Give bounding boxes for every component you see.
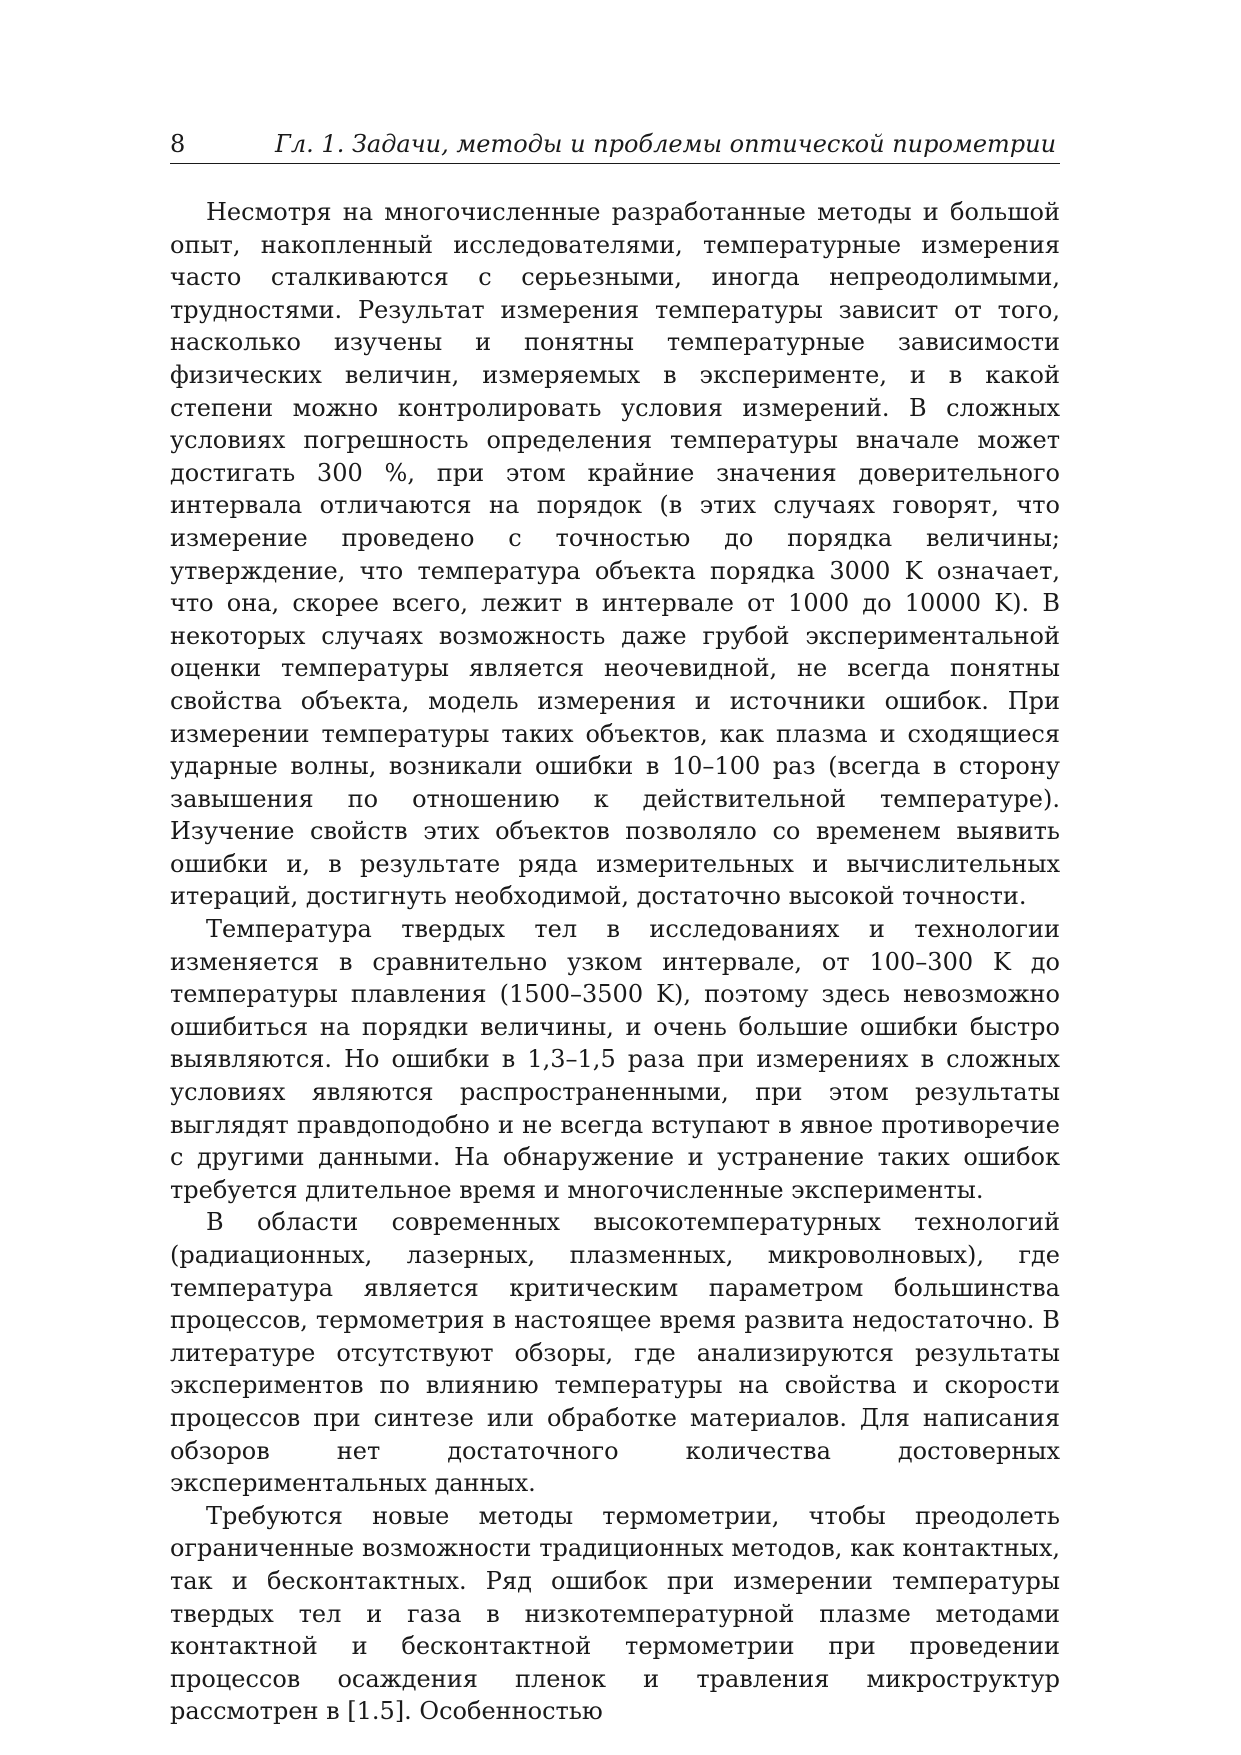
paragraph: В области современных высокотемпературных технологий (радиационных, лазерных, плазменных, микроволновых), где температура является критическим параметром большинства процессов, термометрия в настоящее время развита недостаточно. В литературе отсутствуют обзоры, где анализируются результаты экспериментов по влиянию температуры на свойства и скорости процессов при синтезе или обработке материалов. Для написания обзоров нет достаточного количества достоверных экспериментальных данных.: [170, 1208, 1060, 1498]
paragraph: Требуются новые методы термометрии, чтобы преодолеть ограниченные возможности традиционных методов, как контактных, так и бесконтактных. Ряд ошибок при измерении температуры твердых тел и газа в низкотемпературной плазме методами контактной и бесконтактной термометрии при проведении процессов осаждения пленок и травления микроструктур рассмотрен в [1.5]. Особенностью: [170, 1501, 1060, 1726]
paragraph: Температура твердых тел в исследованиях и технологии изменяется в сравнительно узком интервале, от 100–300 K до температуры плавления (1500–3500 K), поэтому здесь невозможно ошибиться на порядки величины, и очень большие ошибки быстро выявляются. Но ошибки в 1,3–1,5 раза при измерениях в сложных условиях являются распространенными, при этом результаты выглядят правдоподобно и не всегда вступают в явное противоречие с другими данными. На обнаружение и устранение таких ошибок требуется длительное время и многочисленные эксперименты.: [170, 915, 1060, 1204]
running-header: [170, 124, 1060, 164]
paragraph: Несмотря на многочисленные разработанные методы и большой опыт, накопленный исследователями, температурные измерения часто сталкиваются с серьезными, иногда непреодолимыми, трудностями. Результат измерения температуры зависит от того, насколько изучены и понятны температурные зависимости физических величин, измеряемых в эксперименте, и в какой степени можно контролировать условия измерений. В сложных условиях погрешность определения температуры вначале может достигать 300 %, при этом крайние значения доверительного интервала отличаются на порядок (в этих случаях говорят, что измерение проведено с точностью до порядка величины; утверждение, что температура объекта порядка 3000 K означает, что она, скорее всего, лежит в интервале от 1000 до 10000 K). В некоторых случаях возможность даже грубой экспериментальной оценки температуры является неочевидной, не всегда понятны свойства объекта, модель измерения и источники ошибок. При измерении температуры таких объектов, как плазма и сходящиеся ударные волны, возникали ошибки в 10–100 раз (всегда в сторону завышения по отношению к действительной температуре). Изучение свойств этих объектов позволяло со временем выявить ошибки и, в результате ряда измерительных и вычислительных итераций, достигнуть необходимой, достаточно высокой точности.: [170, 198, 1060, 911]
running-title: Гл. 1. Задачи, методы и проблемы оптической пирометрии: [275, 130, 1057, 158]
page-number: 8: [170, 130, 186, 158]
body-text: [170, 196, 1060, 1728]
header-rule: [170, 163, 1060, 164]
